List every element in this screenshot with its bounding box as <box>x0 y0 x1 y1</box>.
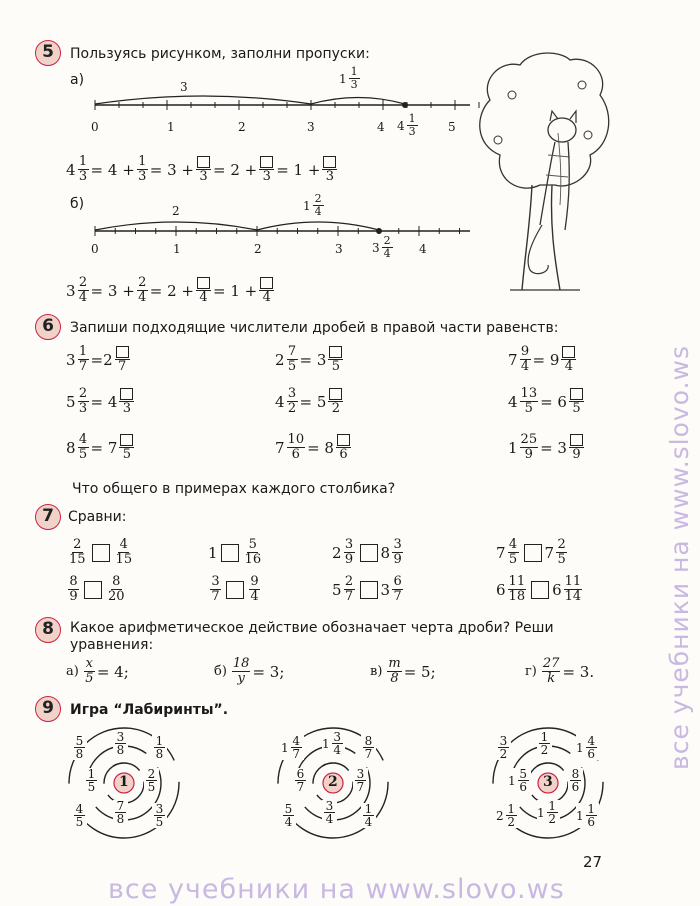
page-number: 27 <box>583 853 603 871</box>
answer-box[interactable] <box>562 346 575 358</box>
comparison: 1 5 16 <box>208 537 262 567</box>
answer-box[interactable] <box>120 434 133 446</box>
compare-box[interactable] <box>84 581 102 599</box>
point <box>402 102 408 108</box>
arc-label: 2 <box>172 204 180 218</box>
tick-labels: 0 1 2 3 4 5 <box>91 120 456 134</box>
task-title: Запиши подходящие числители дробей в правой части равенств: <box>70 320 559 336</box>
equation: 5 $\frac{2}{3}$ = 4 3 <box>66 387 136 416</box>
compare-box[interactable] <box>524 544 542 562</box>
answer-box[interactable] <box>570 434 583 446</box>
comparison: 2 15 4 15 <box>69 537 133 567</box>
maze-label: 3 2 <box>496 735 511 760</box>
equation: а) $\frac{x}{5}$ = 4; <box>66 656 129 686</box>
answer-box[interactable] <box>337 434 350 446</box>
compare-box[interactable] <box>92 544 110 562</box>
equation: 7 $\frac{10}{6}$ = 8 6 <box>275 433 353 462</box>
arc-label: 1 2 4 <box>303 192 322 218</box>
compare-box[interactable] <box>360 581 378 599</box>
task-title: Какое арифметическое действие обозначает черта дроби? Реши уравнения: <box>70 620 554 653</box>
maze-label: 5 8 <box>72 735 87 760</box>
answer-box[interactable] <box>197 156 210 168</box>
comparison: 3 7 9 4 <box>211 574 259 604</box>
maze-label: 1 4 6 <box>576 735 599 760</box>
maze-label: 8 7 <box>361 735 376 760</box>
maze-label: 1 1 2 <box>537 800 560 825</box>
equation: 4 $\frac{13}{5}$ = 6 5 <box>508 387 586 416</box>
equation: 8 $\frac{4}{5}$ = 7 5 <box>66 433 136 462</box>
maze-label: 3 5 <box>152 803 167 828</box>
maze-label: 1 4 <box>361 803 376 828</box>
maze-label: 2 1 2 <box>496 803 519 828</box>
maze-label: 5 4 <box>281 803 296 828</box>
equation-a: 4 $\frac{1}{3}$ = 4 + $\frac{1}{3}$ = 3 + 3 = 2 + 3 = 1 + 3 <box>66 155 339 184</box>
arc <box>95 96 311 104</box>
task-title: Игра “Лабиринты”. <box>70 702 229 718</box>
maze-label: 2 5 <box>144 768 159 793</box>
arc-label: 1 1 3 <box>339 65 358 91</box>
maze-label: 1 2 <box>537 731 552 756</box>
comparison: 7 4 5 7 2 5 <box>496 537 566 567</box>
tick-labels: 0 1 2 3 4 <box>91 242 427 256</box>
compare-box[interactable] <box>531 581 549 599</box>
equation: 2 $\frac{7}{5}$ = 3 5 <box>275 345 345 374</box>
point-label: 3 2 4 <box>372 234 391 260</box>
arc-label: 3 <box>180 80 188 94</box>
part-label: б) <box>70 196 85 212</box>
maze-label: 8 6 <box>568 768 583 793</box>
answer-box[interactable] <box>260 156 273 168</box>
arc <box>311 98 405 105</box>
maze-label: 7 8 <box>113 800 128 825</box>
tree-cat-illustration <box>470 45 620 295</box>
equation: б) $\frac{18}{y}$ = 3; <box>214 656 285 686</box>
maze-label: 1 3 4 <box>322 731 345 756</box>
maze-label: 6 7 <box>293 768 308 793</box>
comparison: 5 2 7 3 6 7 <box>332 574 402 604</box>
point-label: 4 1 3 <box>397 112 416 138</box>
compare-box[interactable] <box>221 544 239 562</box>
maze-center-label: 2 <box>328 774 338 790</box>
equation-b: 3 $\frac{2}{4}$ = 3 + $\frac{2}{4}$ = 2 + 4 = 1 + 4 <box>66 276 276 305</box>
maze-label: 3 4 <box>322 800 337 825</box>
maze-center-label: 3 <box>543 774 553 790</box>
watermark: все учебники на www.slovo.ws <box>108 874 565 905</box>
answer-box[interactable] <box>329 346 342 358</box>
equation: в) $\frac{m}{8}$ = 5; <box>370 656 436 686</box>
maze-center-label: 1 <box>119 774 129 790</box>
watermark: все учебники на www.slovo.ws <box>665 345 694 770</box>
comparison: 8 9 8 20 <box>69 574 125 604</box>
compare-box[interactable] <box>360 544 378 562</box>
answer-box[interactable] <box>329 388 342 400</box>
maze-label: 3 7 <box>353 768 368 793</box>
maze-label: 4 5 <box>72 803 87 828</box>
maze-label: 1 8 <box>152 735 167 760</box>
comparison: 2 3 9 8 3 9 <box>332 537 402 567</box>
task-number: 5 <box>35 40 61 66</box>
equation: 4 $\frac{3}{2}$ = 5 2 <box>275 387 345 416</box>
equation: 7 $\frac{9}{4}$ = 9 4 <box>508 345 578 374</box>
task-title: Сравни: <box>68 509 127 525</box>
part-label: а) <box>70 72 85 88</box>
maze-label: 1 5 <box>84 768 99 793</box>
task-title: Пользуясь рисунком, заполни пропуски: <box>70 46 370 62</box>
answer-box[interactable] <box>116 346 129 358</box>
answer-box[interactable] <box>260 277 273 289</box>
answer-box[interactable] <box>323 156 336 168</box>
equation: г) $\frac{27}{k}$ = 3. <box>525 656 595 686</box>
equation: 1 $\frac{25}{9}$ = 3 9 <box>508 433 586 462</box>
compare-box[interactable] <box>226 581 244 599</box>
comparison: 6 11 18 6 11 14 <box>496 574 582 604</box>
task-number: 6 <box>35 314 61 340</box>
answer-box[interactable] <box>570 388 583 400</box>
answer-box[interactable] <box>120 388 133 400</box>
answer-box[interactable] <box>197 277 210 289</box>
maze-label: 1 4 7 <box>281 735 304 760</box>
task-number: 9 <box>35 696 61 722</box>
equation: 3 $\frac{1}{7}$ =2 7 <box>66 345 132 374</box>
point <box>376 228 382 234</box>
task-number: 8 <box>35 617 61 643</box>
maze-label: 1 5 6 <box>508 768 531 793</box>
question: Что общего в примерах каждого столбика? <box>72 481 396 497</box>
maze-label: 1 1 6 <box>576 803 599 828</box>
maze-label: 3 8 <box>113 731 128 756</box>
task-number: 7 <box>35 504 61 530</box>
